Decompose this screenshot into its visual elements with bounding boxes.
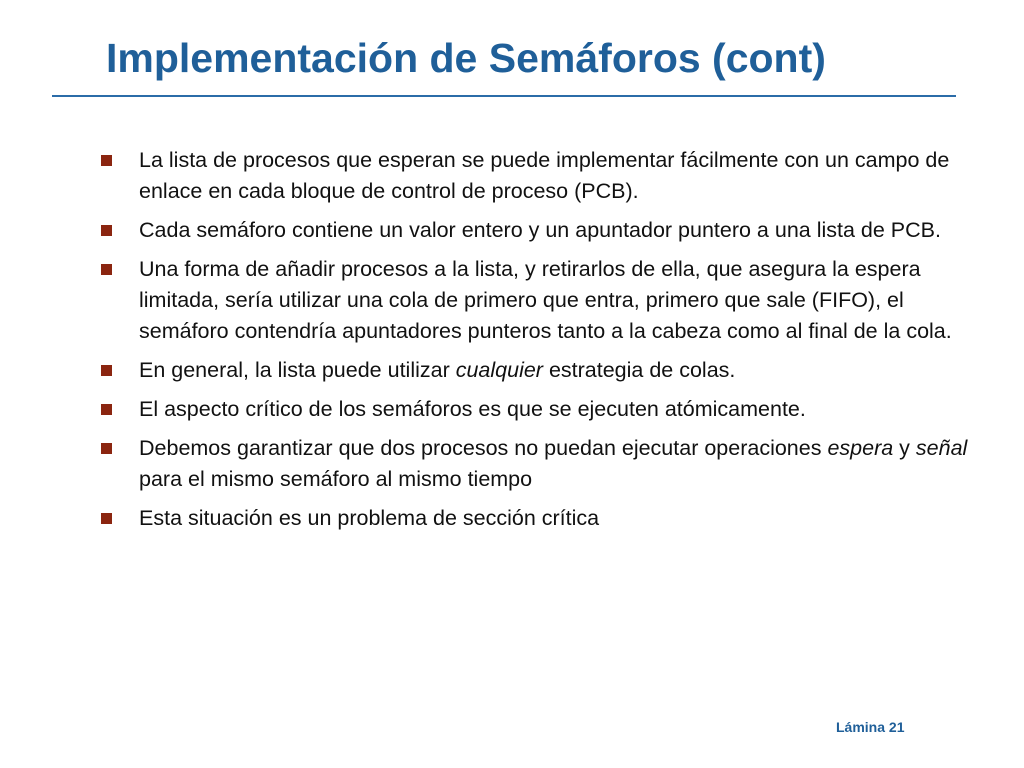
bullet-text xyxy=(139,257,952,343)
bullet-item xyxy=(98,145,998,207)
slide-number: Lámina 21 xyxy=(836,719,905,735)
square-bullet-icon xyxy=(101,513,112,524)
bullet-text-italic: cualquier xyxy=(455,358,543,382)
bullet-text xyxy=(139,397,806,421)
bullet-text-fragment: para el mismo semáforo al mismo tiempo xyxy=(139,467,533,491)
bullet-text xyxy=(139,506,599,530)
bullet-item xyxy=(98,394,998,425)
bullet-text-fragment: Cada semáforo contiene un valor entero y un apuntador puntero a una lista de PCB. xyxy=(139,218,941,242)
bullet-item xyxy=(98,433,998,495)
bullet-text-fragment: El aspecto crítico de los semáforos es que se ejecuten atómicamente. xyxy=(139,397,806,421)
bullet-text-fragment: Esta situación es un problema de sección crítica xyxy=(139,506,600,530)
bullet-list xyxy=(98,145,998,542)
square-bullet-icon xyxy=(101,225,112,236)
bullet-item xyxy=(98,254,998,347)
bullet-item xyxy=(98,215,998,246)
bullet-text-fragment: Debemos garantizar que dos procesos no puedan ejecutar operaciones xyxy=(139,436,828,460)
bullet-text-fragment: En general, la lista puede utilizar xyxy=(139,358,456,382)
bullet-text-fragment: Una forma de añadir procesos a la lista, y retirarlos de ella, que asegura la espera limitada, sería utilizar una cola de primero que entra, primero que sale (FIFO), el semáforo contendría apuntadores punteros tanto a la cabeza como al final de la cola. xyxy=(139,257,952,343)
bullet-item xyxy=(98,355,998,386)
square-bullet-icon xyxy=(101,404,112,415)
title-divider xyxy=(52,95,956,97)
slide-title: Implementación de Semáforos (cont) xyxy=(106,35,826,81)
bullet-text-fragment: y xyxy=(893,436,916,460)
bullet-text-italic: espera xyxy=(827,436,894,460)
square-bullet-icon xyxy=(101,264,112,275)
bullet-text-italic: señal xyxy=(915,436,968,460)
bullet-text xyxy=(139,218,941,242)
bullet-item xyxy=(98,503,998,534)
square-bullet-icon xyxy=(101,443,112,454)
bullet-text-fragment: La lista de procesos que esperan se puede implementar fácilmente con un campo de enlace en cada bloque de control de proceso (PCB). xyxy=(139,148,950,203)
bullet-text xyxy=(139,148,949,203)
bullet-text-fragment: estrategia de colas. xyxy=(542,358,736,382)
bullet-text xyxy=(139,358,735,382)
bullet-text xyxy=(139,436,967,491)
square-bullet-icon xyxy=(101,155,112,166)
square-bullet-icon xyxy=(101,365,112,376)
